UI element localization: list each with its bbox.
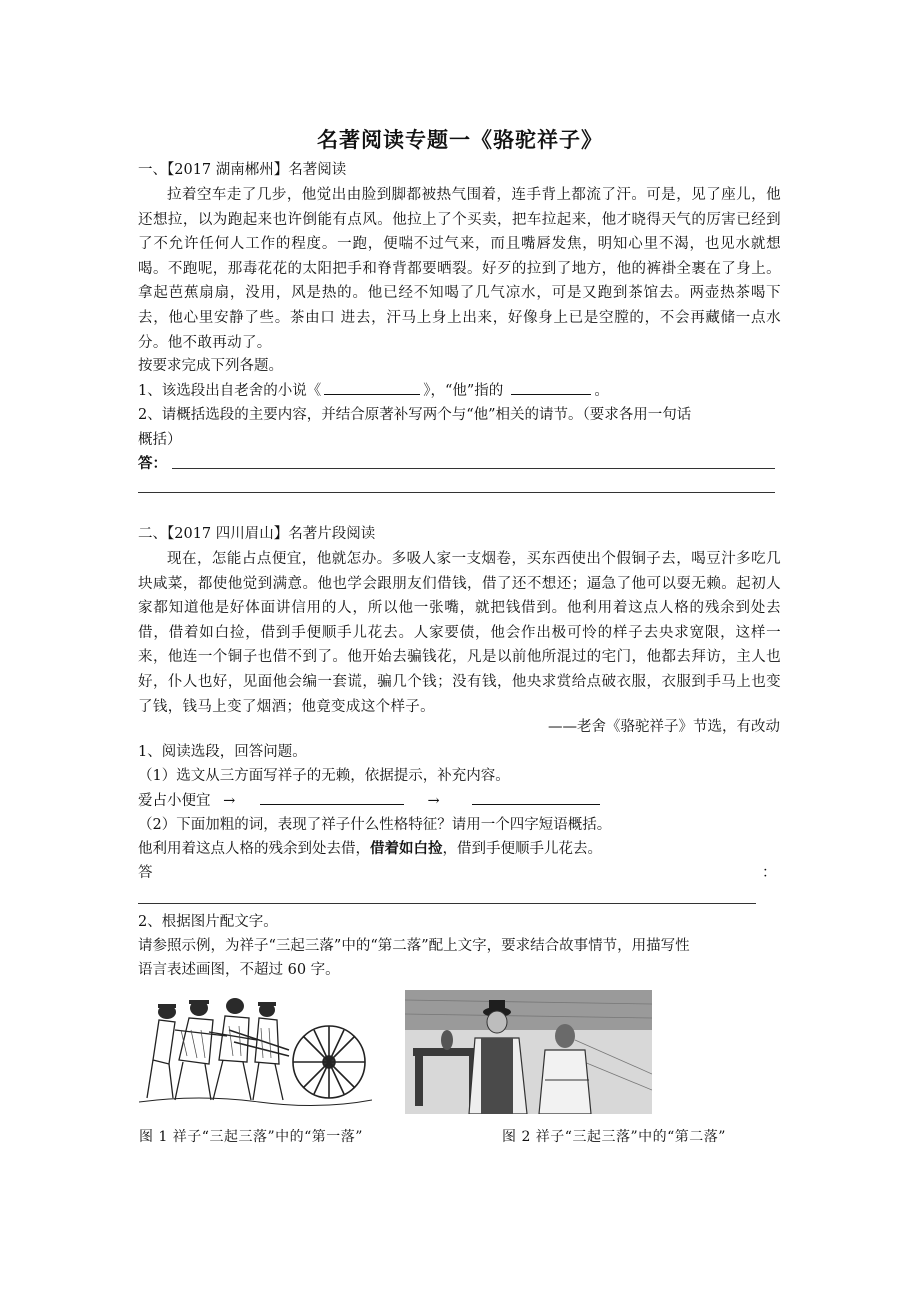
q1-text-b: 》，“他”指的 (423, 383, 504, 399)
figure-1-caption: 图 1 祥子“三起三落”中的“第一落” (139, 1129, 363, 1145)
answer-colon: ： (762, 865, 777, 881)
answer-line-2[interactable] (138, 492, 775, 493)
figure-2-caption: 图 2 祥子“三起三落”中的“第二落” (502, 1129, 726, 1145)
page-title: 名著阅读专题一《骆驼祥子》 (317, 128, 603, 152)
section2-question-1: 1、阅读选段，回答问题。 (138, 744, 307, 760)
hint-chain (138, 789, 603, 813)
bold-phrase: 借着如白捡 (370, 840, 443, 857)
section1-instruction: 按要求完成下列各题。 (138, 358, 283, 374)
hint-blank-2[interactable] (472, 789, 600, 805)
section1-question-2-cont: 概括） (138, 432, 182, 448)
answer-line-1[interactable] (172, 468, 775, 469)
hint-start: 爱占小便宜 (138, 793, 211, 809)
section1-answer-label: 答： (138, 455, 167, 472)
arrow-icon: → (223, 793, 236, 809)
character-name-blank[interactable] (511, 379, 591, 395)
arrow-icon: → (427, 793, 440, 809)
novel-title-blank[interactable] (324, 379, 420, 395)
figure-1-illustration (139, 990, 372, 1110)
section2-question-1-1: （1）选文从三方面写祥子的无赖，依据提示，补充内容。 (138, 768, 510, 784)
section2-question-2: 2、根据图片配文字。 (138, 914, 278, 930)
figure-2-illustration (405, 990, 652, 1114)
sentence-part-a: 他利用着这点人格的残余到处去借， (138, 841, 370, 857)
sentence-part-b: ，借到手便顺手儿花去。 (442, 841, 602, 857)
q1-text-c: 。 (594, 383, 609, 399)
section2-heading: 二、【2017 四川眉山】名著片段阅读 (138, 526, 376, 542)
section1-question-1 (138, 379, 609, 403)
passage-source: ——老舍《骆驼祥子》节选，有改动 (548, 719, 780, 735)
question-2-desc-1: 请参照示例，为祥子“三起三落”中的“第二落”配上文字，要求结合故事情节，用描写性 (138, 938, 690, 954)
section2-passage: 现在，怎能占点便宜，他就怎办。多吸人家一支烟卷，买东西使出个假铜子去，喝豆汁多吃几块咸菜，都使他觉到满意。他也学会跟朋友们借钱，借了还不想还；逼急了他可以耍无赖。起初人家都知道他是好体面讲信用的人，所以他一张嘴，就把钱借到。他利用着这点人格的残余到处去借，借着如白捡，借到手便顺手儿花去。人家要债，他会作出极可怜的样子去央求宽限，这样一来，他连一个铜子也借不到了。他开始去骗钱花，凡是以前他所混过的宅门，他都去拜访，主人也好，仆人也好，见面他会编一套谎，骗几个钱；没有钱，他央求赏给点破衣服，衣服到手马上也变了钱，钱马上变了烟酒；他竟变成这个样子。 (138, 551, 781, 715)
hint-blank-1[interactable] (260, 789, 404, 805)
section1-heading: 一、【2017 湖南郴州】名著阅读 (138, 162, 347, 178)
section2-question-1-2: （2）下面加粗的词，表现了祥子什么性格特征？请用一个四字短语概括。 (138, 817, 612, 833)
section1-question-2: 2、请概括选段的主要内容，并结合原著补写两个与“他”相关的请节。（要求各用一句话 (138, 407, 692, 423)
answer-line-3[interactable] (138, 903, 756, 904)
section1-passage: 拉着空车走了几步，他觉出由脸到脚都被热气围着，连手背上都流了汗。可是，见了座儿，他还想拉，以为跑起来也许倒能有点风。他拉上了个买卖，把车拉起来，他才晓得天气的厉害已经到了不允许任何人工作的程度。一跑，便喘不过气来，而且嘴唇发焦，明知心里不渴，也见水就想喝。不跑呢，那毒花花的太阳把手和脊背都要晒裂。好歹的拉到了地方，他的裤褂全裹在了身上。拿起芭蕉扇扇，没用，风是热的。他已经不知喝了几气凉水，可是又跑到茶馆去。两壶热茶喝下去，他心里安静了些。茶由口 进去，汗马上身上出来，好像身上已是空膛的，不会再藏储一点水分。他不敢再动了。 (138, 187, 781, 351)
answer-label-2: 答 (138, 865, 153, 881)
example-sentence (138, 837, 602, 861)
q1-text-a: 1、该选段出自老舍的小说《 (138, 383, 322, 399)
question-2-desc-2: 语言表述画图，不超过 60 字。 (138, 962, 340, 978)
